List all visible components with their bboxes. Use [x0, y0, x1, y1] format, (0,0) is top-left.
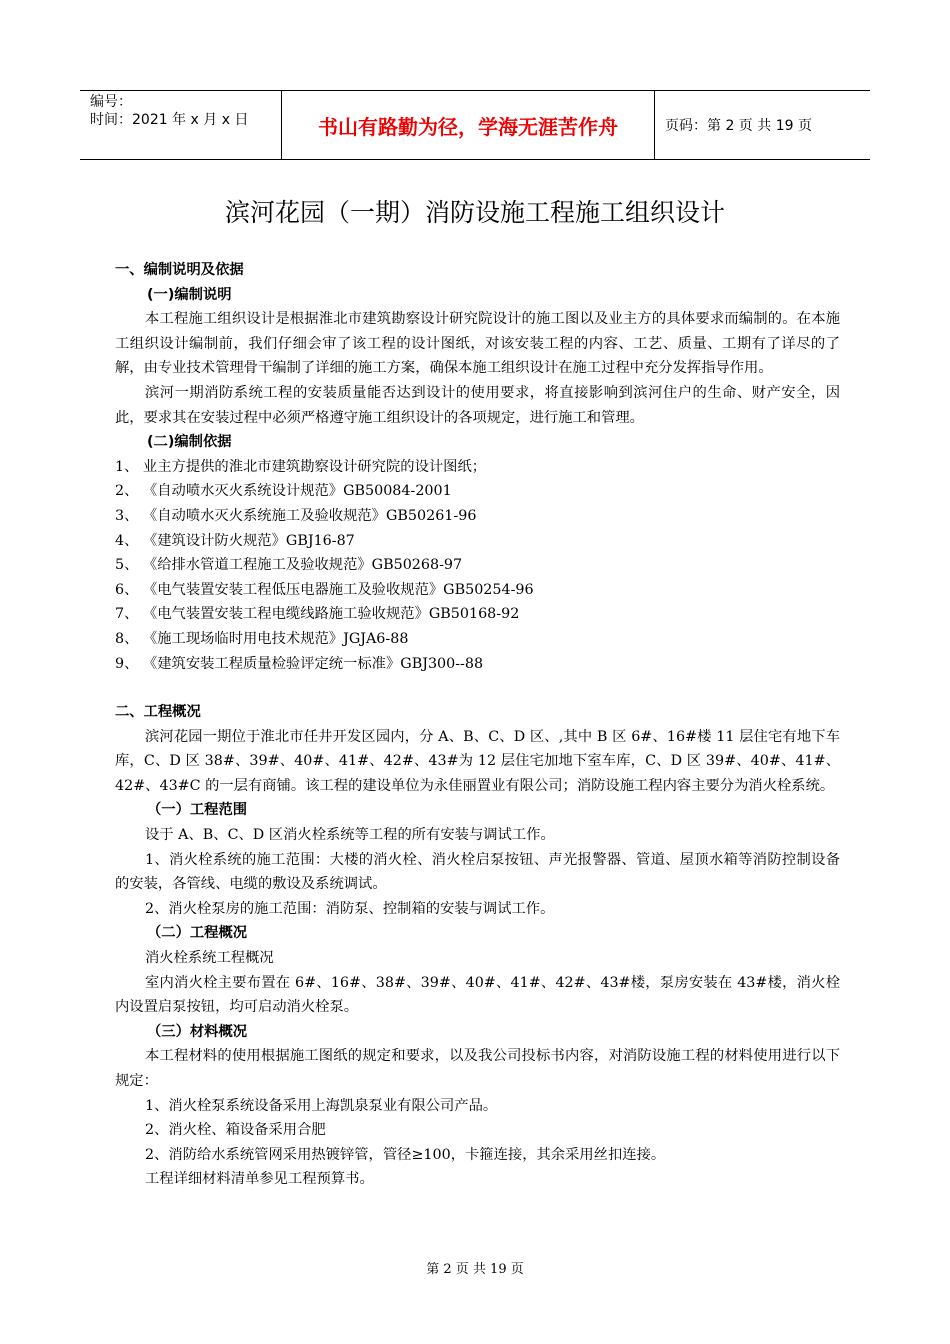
list-item: 3、 《自动喷水灭火系统施工及验收规范》GB50261-96 [115, 507, 477, 524]
paragraph: 滨河花园一期位于淮北市任井开发区园内，分 A、B、C、D 区、,其中 B 区 6#、16#楼 11 层住宅有地下车库，C、D 区 38#、39#、40#、41#、42#、43#为 12 层住宅加地下室车库，C、D 区 39#、40#、41#、42#、43#C 的一层有商铺。该工程的建设单位为永佳丽置业有限公司；消防设施工程内容主要分为消火栓系统。 [115, 728, 840, 794]
document-header [80, 90, 870, 160]
subsection-heading: （一）工程范围 [147, 802, 248, 819]
list-item: 2、 《自动喷水灭火系统设计规范》GB50084-2001 [115, 483, 452, 500]
subsection-heading: （三）材料概况 [147, 1023, 248, 1040]
paragraph: 工程详细材料清单参见工程预算书。 [145, 1171, 374, 1188]
list-item: 1、 业主方提供的淮北市建筑勘察设计研究院的设计图纸； [115, 458, 487, 475]
paragraph: 消火栓系统工程概况 [145, 950, 274, 967]
section-heading: 二、工程概况 [115, 704, 201, 721]
document-title: 滨河花园（一期）消防设施工程施工组织设计 [224, 198, 725, 227]
spacer [115, 676, 840, 700]
paragraph: 本工程施工组织设计是根据淮北市建筑勘察设计研究院设计的施工图以及业主方的具体要求而编制的。在本施工组织设计编制前，我们仔细会审了该工程的设计图纸，对该安装工程的内容、工艺、质量、工期有了详尽的了解，由专业技术管理骨干编制了详细的施工方案，确保本施工组织设计在施工过程中充分发挥指导作用。 [115, 311, 840, 377]
subsection-heading: (二)编制依据 [147, 434, 232, 451]
paragraph: 本工程材料的使用根据施工图纸的规定和要求，以及我公司投标书内容，对消防设施工程的材料使用进行以下规定： [115, 1048, 840, 1089]
paragraph: 1、消火栓泵系统设备采用上海凯泉泵业有限公司产品。 [145, 1097, 498, 1114]
time-label: 时间：2021 年 x 月 x 日 [90, 112, 249, 128]
paragraph: 滨河一期消防系统工程的安装质量能否达到设计的使用要求，将直接影响到滨河住户的生命、财产安全，因此，要求其在安装过程中必须严格遵守施工组织设计的各项规定，进行施工和管理。 [115, 384, 840, 426]
list-item: 6、 《电气装置安装工程低压电器施工及验收规范》GB50254-96 [115, 581, 534, 598]
page-footer: 第 2 页 共 19 页 [426, 1262, 524, 1277]
number-label: 编号： [90, 94, 132, 110]
subsection-heading: (一)编制说明 [147, 286, 232, 303]
header-page-info: 页码：第 2 页 共 19 页 [665, 118, 812, 134]
list-item: 9、 《建筑安装工程质量检验评定统一标准》GBJ300--88 [115, 655, 484, 672]
paragraph: 2、消火栓泵房的施工范围：消防泵、控制箱的安装与调试工作。 [145, 900, 555, 917]
header-slogan: 书山有路勤为径，学海无涯苦作舟 [282, 91, 655, 159]
list-item: 8、 《施工现场临时用电技术规范》JGJA6-88 [115, 630, 409, 647]
paragraph: 2、消防给水系统管网采用热镀锌管，管径≥100，卡箍连接，其余采用丝扣连接。 [145, 1146, 666, 1163]
list-item: 4、 《建筑设计防火规范》GBJ16-87 [115, 532, 355, 549]
paragraph: 设于 A、B、C、D 区消火栓系统等工程的所有安装与调试工作。 [145, 827, 555, 844]
header-meta [80, 91, 282, 159]
subsection-heading: （二）工程概况 [147, 925, 248, 942]
list-item: 7、 《电气装置安装工程电缆线路施工验收规范》GB50168-92 [115, 606, 520, 623]
paragraph: 室内消火栓主要布置在 6#、16#、38#、39#、40#、41#、42#、43#楼，泵房安装在 43#楼，消火栓内设置启泵按钮，均可启动消火栓泵。 [115, 974, 840, 1016]
document-body [115, 258, 840, 1192]
list-item: 5、 《给排水管道工程施工及验收规范》GB50268-97 [115, 557, 463, 574]
section-heading: 一、编制说明及依据 [115, 262, 244, 278]
paragraph: 2、消火栓、箱设备采用合肥 [145, 1122, 326, 1139]
paragraph: 1、消火栓系统的施工范围：大楼的消火栓、消火栓启泵按钮、声光报警器、管道、屋顶水箱等消防控制设备的安装，各管线、电缆的敷设及系统调试。 [115, 851, 840, 893]
